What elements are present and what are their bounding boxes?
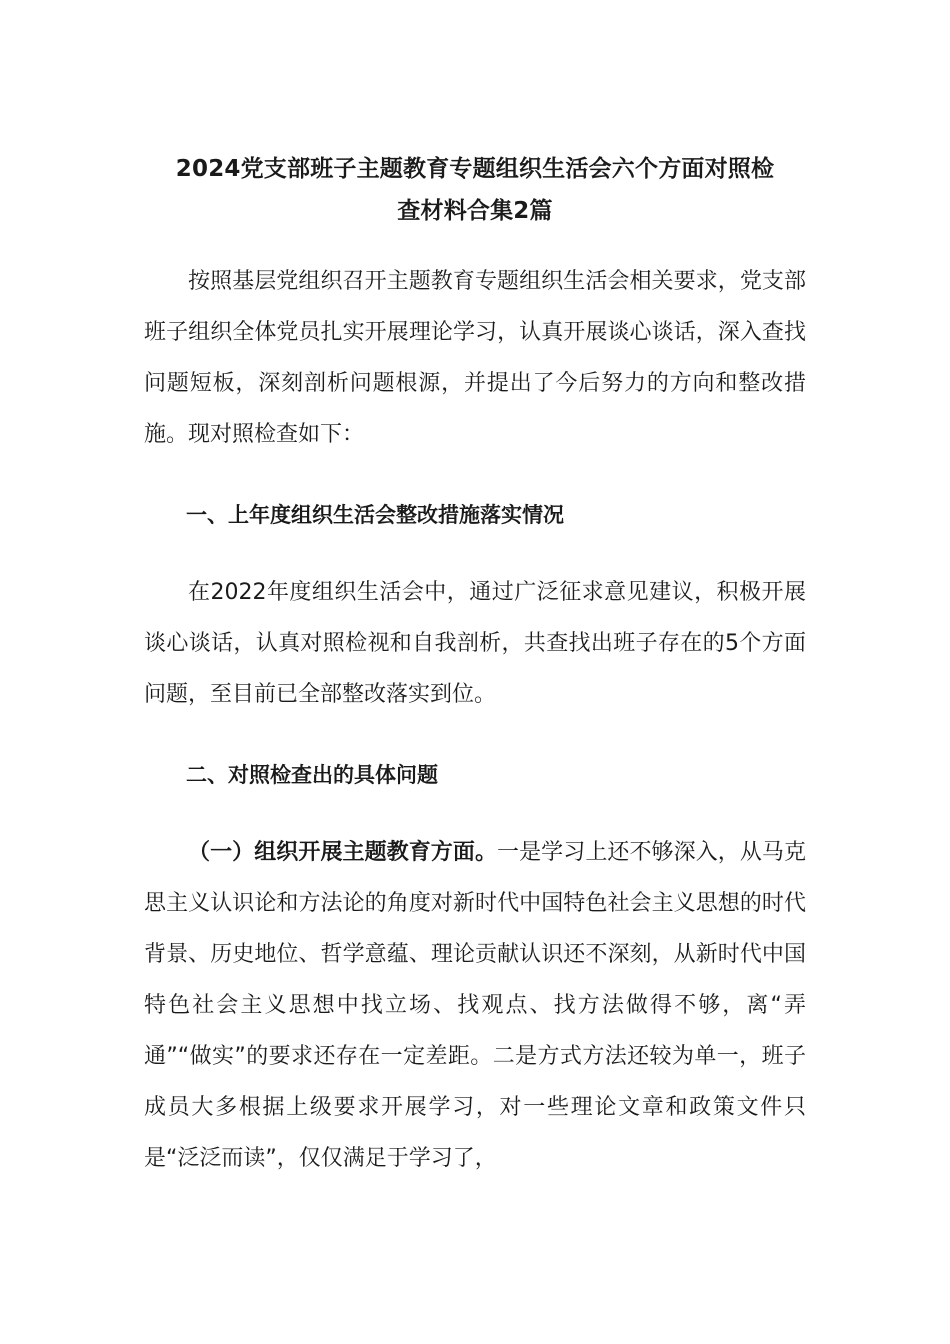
- subsection-1-text: 一是学习上还不够深入，从马克思主义认识论和方法论的角度对新时代中国特色社会主义思想的时代背景、历史地位、哲学意蕴、理论贡献认识还不深刻，从新时代中国特色社会主义思想中找立场、找观点、找方法做得不够，离“弄通”“做实”的要求还存在一定差距。二是方式方法还较为单一，班子成员大多根据上级要求开展学习，对一些理论文章和政策文件只是“泛泛而读”，仅仅满足于学习了，: [144, 840, 806, 1171]
- section-1-heading: 一、上年度组织生活会整改措施落实情况: [186, 503, 564, 527]
- subsection-1-paragraph: [144, 827, 806, 1184]
- subsection-1-lead: （一）组织开展主题教育方面。: [188, 840, 498, 865]
- document-title: [144, 148, 806, 232]
- section-1-paragraph: 在2022年度组织生活会中，通过广泛征求意见建议，积极开展谈心谈话，认真对照检视和自我剖析，共查找出班子存在的5个方面问题，至目前已全部整改落实到位。: [144, 580, 806, 707]
- section-2-heading: 二、对照检查出的具体问题: [186, 763, 438, 787]
- title-line-2: 查材料合集2篇: [397, 198, 553, 224]
- document-content: [144, 148, 806, 1184]
- document-body: [144, 256, 806, 1184]
- title-line-1: 2024党支部班子主题教育专题组织生活会六个方面对照检: [175, 156, 775, 182]
- intro-paragraph: 按照基层党组织召开主题教育专题组织生活会相关要求，党支部班子组织全体党员扎实开展理论学习，认真开展谈心谈话，深入查找问题短板，深刻剖析问题根源，并提出了今后努力的方向和整改措施。现对照检查如下：: [144, 269, 806, 447]
